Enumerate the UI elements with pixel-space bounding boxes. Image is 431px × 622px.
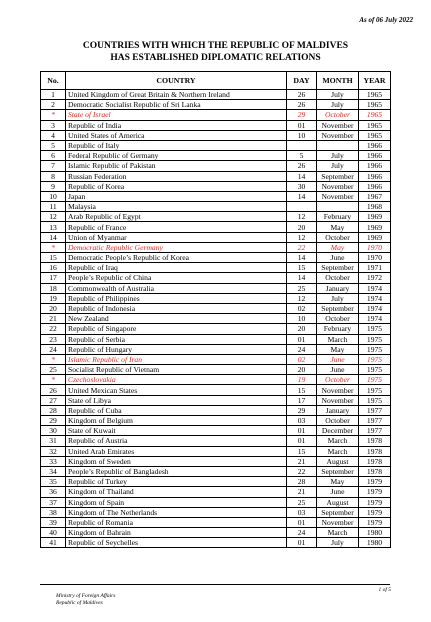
table-row [41,303,391,313]
cell-day: 10 [287,130,317,140]
cell-country: United States of America [66,130,287,140]
cell-year: 1966 [359,151,391,161]
table-row [41,171,391,181]
cell-month [317,202,359,212]
page-number: 1 of 5 [378,587,391,593]
cell-no: 17 [41,273,66,283]
cell-year: 1979 [359,497,391,507]
cell-country: Republic of Seychelles [66,538,287,548]
cell-day: 25 [287,497,317,507]
table-body [41,90,391,548]
cell-day: 26 [287,100,317,110]
cell-month: May [317,477,359,487]
cell-country: Japan [66,191,287,201]
cell-country: United Kingdom of Great Britain & Northern Ireland [66,90,287,100]
cell-year: 1966 [359,161,391,171]
cell-no: * [41,375,66,385]
cell-day: 01 [287,426,317,436]
cell-year: 1980 [359,528,391,538]
cell-month: July [317,293,359,303]
cell-year: 1972 [359,273,391,283]
table-row [41,528,391,538]
cell-no: 41 [41,538,66,548]
table-row [41,242,391,252]
cell-year: 1968 [359,202,391,212]
cell-month: October [317,375,359,385]
cell-no: 10 [41,191,66,201]
cell-year: 1975 [359,395,391,405]
table-row [41,191,391,201]
table-row [41,151,391,161]
cell-country: Commonwealth of Australia [66,283,287,293]
cell-country: Republic of Indonesia [66,303,287,313]
cell-day: 29 [287,110,317,120]
table-row [41,477,391,487]
relations-table [40,71,391,548]
cell-day: 15 [287,446,317,456]
cell-no: 18 [41,283,66,293]
cell-month: May [317,222,359,232]
table-row [41,466,391,476]
cell-no: 2 [41,100,66,110]
cell-year: 1967 [359,191,391,201]
table-row [41,517,391,527]
cell-no: 3 [41,120,66,130]
cell-month: March [317,334,359,344]
cell-month [317,140,359,150]
cell-day: 03 [287,507,317,517]
table-row [41,293,391,303]
cell-country: New Zealand [66,314,287,324]
cell-country: Kingdom of Bahrain [66,528,287,538]
table-row [41,426,391,436]
table-row [41,283,391,293]
cell-country: People’s Republic of Bangladesh [66,466,287,476]
cell-day: 22 [287,466,317,476]
cell-country: Russian Federation [66,171,287,181]
cell-country: Republic of Iraq [66,263,287,273]
cell-country: United Arab Emirates [66,446,287,456]
cell-month: October [317,416,359,426]
cell-year: 1969 [359,212,391,222]
table-row [41,253,391,263]
cell-no: 38 [41,507,66,517]
table-header-row [41,72,391,90]
cell-month: January [317,405,359,415]
cell-country: Kingdom of Sweden [66,456,287,466]
cell-no: 21 [41,314,66,324]
cell-year: 1974 [359,314,391,324]
cell-country: Kingdom of Thailand [66,487,287,497]
cell-no: 9 [41,181,66,191]
cell-year: 1966 [359,171,391,181]
cell-no: 29 [41,416,66,426]
table-row [41,385,391,395]
cell-month: October [317,273,359,283]
cell-year: 1978 [359,446,391,456]
cell-day: 20 [287,222,317,232]
cell-year: 1979 [359,487,391,497]
cell-no: 27 [41,395,66,405]
cell-country: Republic of Turkey [66,477,287,487]
table-row [41,222,391,232]
column-header-no: No. [41,72,66,90]
cell-year: 1979 [359,507,391,517]
cell-month: November [317,385,359,395]
cell-year: 1978 [359,456,391,466]
table-row [41,100,391,110]
cell-country: Democratic Republic Germany [66,242,287,252]
cell-year: 1969 [359,232,391,242]
cell-day: 02 [287,303,317,313]
cell-country: Kingdom of Belgium [66,416,287,426]
cell-month: October [317,314,359,324]
cell-day [287,140,317,150]
cell-month: July [317,538,359,548]
cell-year: 1966 [359,181,391,191]
cell-day: 24 [287,344,317,354]
cell-no: 4 [41,130,66,140]
cell-day: 12 [287,232,317,242]
cell-no: 15 [41,253,66,263]
cell-month: July [317,151,359,161]
table-row [41,120,391,130]
cell-country: Republic of Italy [66,140,287,150]
cell-month: February [317,324,359,334]
table-row [41,375,391,385]
cell-day: 02 [287,354,317,364]
as-of-date: As of 06 July 2022 [359,16,413,24]
cell-no: 31 [41,436,66,446]
table-row [41,181,391,191]
cell-month: July [317,100,359,110]
cell-country: Republic of India [66,120,287,130]
table-row [41,416,391,426]
cell-year: 1969 [359,222,391,232]
cell-no: 23 [41,334,66,344]
cell-country: Republic of Singapore [66,324,287,334]
cell-year: 1979 [359,517,391,527]
cell-no: 6 [41,151,66,161]
cell-day: 14 [287,273,317,283]
cell-month: June [317,365,359,375]
cell-country: Islamic Republic of Iran [66,354,287,364]
cell-year: 1975 [359,344,391,354]
column-header-day: DAY [287,72,317,90]
cell-month: November [317,120,359,130]
cell-year: 1966 [359,140,391,150]
cell-no: * [41,110,66,120]
cell-year: 1980 [359,538,391,548]
title-line-2: HAS ESTABLISHED DIPLOMATIC RELATIONS [110,53,321,63]
cell-day: 26 [287,161,317,171]
cell-no: 8 [41,171,66,181]
cell-day: 29 [287,405,317,415]
cell-country: Arab Republic of Egypt [66,212,287,222]
cell-country: Republic of Romania [66,517,287,527]
cell-day: 19 [287,375,317,385]
table-row [41,456,391,466]
column-header-year: YEAR [359,72,391,90]
cell-no: 24 [41,344,66,354]
cell-country: Socialist Republic of Vietnam [66,365,287,375]
cell-no: * [41,354,66,364]
cell-country: Islamic Republic of Pakistan [66,161,287,171]
cell-day: 21 [287,456,317,466]
cell-month: November [317,395,359,405]
cell-no: 22 [41,324,66,334]
cell-country: Republic of Hungary [66,344,287,354]
cell-month: December [317,426,359,436]
cell-no: 28 [41,405,66,415]
cell-no: 37 [41,497,66,507]
cell-day: 15 [287,385,317,395]
cell-day: 5 [287,151,317,161]
cell-country: Czechoslovakia [66,375,287,385]
cell-no: 26 [41,385,66,395]
cell-month: June [317,253,359,263]
cell-year: 1965 [359,90,391,100]
cell-no: 33 [41,456,66,466]
cell-country: State of Libya [66,395,287,405]
table-row [41,446,391,456]
cell-no: 11 [41,202,66,212]
cell-year: 1975 [359,385,391,395]
document-title [0,40,431,64]
cell-country: Republic of Serbia [66,334,287,344]
cell-month: May [317,242,359,252]
cell-year: 1975 [359,375,391,385]
cell-no: 5 [41,140,66,150]
title-line-1: COUNTRIES WITH WHICH THE REPUBLIC OF MALDIVES [82,41,349,51]
cell-day: 21 [287,487,317,497]
cell-month: March [317,446,359,456]
cell-day: 30 [287,181,317,191]
cell-month: September [317,303,359,313]
cell-year: 1965 [359,100,391,110]
cell-day [287,202,317,212]
cell-year: 1965 [359,120,391,130]
table-row [41,344,391,354]
cell-country: Republic of Philippines [66,293,287,303]
table-row [41,314,391,324]
cell-no: 19 [41,293,66,303]
cell-day: 17 [287,395,317,405]
table-row [41,405,391,415]
cell-year: 1978 [359,466,391,476]
ministry-footer [56,593,115,607]
cell-no: 25 [41,365,66,375]
ministry-name: Ministry of Foreign Affairs [56,593,116,599]
table-row [41,436,391,446]
cell-month: October [317,110,359,120]
cell-day: 15 [287,263,317,273]
table-row [41,354,391,364]
table-row [41,487,391,497]
cell-day: 14 [287,253,317,263]
cell-year: 1974 [359,283,391,293]
cell-year: 1977 [359,426,391,436]
cell-year: 1979 [359,477,391,487]
cell-country: United Mexican States [66,385,287,395]
cell-country: Republic of Austria [66,436,287,446]
cell-month: June [317,487,359,497]
cell-month: September [317,171,359,181]
ministry-country: Republic of Maldives [56,600,103,606]
cell-country: Democratic Socialist Republic of Sri Lanka [66,100,287,110]
cell-month: August [317,456,359,466]
cell-month: September [317,507,359,517]
cell-country: Kingdom of The Netherlands [66,507,287,517]
cell-day: 01 [287,436,317,446]
cell-month: August [317,497,359,507]
cell-year: 1977 [359,405,391,415]
cell-day: 22 [287,242,317,252]
cell-year: 1970 [359,242,391,252]
column-header-country: COUNTRY [66,72,287,90]
cell-month: September [317,263,359,273]
table-row [41,324,391,334]
cell-month: July [317,90,359,100]
cell-day: 20 [287,324,317,334]
cell-country: Republic of France [66,222,287,232]
cell-no: 34 [41,466,66,476]
cell-country: State of Israel [66,110,287,120]
cell-day: 01 [287,538,317,548]
cell-day: 01 [287,517,317,527]
cell-no: 40 [41,528,66,538]
table-row [41,395,391,405]
cell-month: November [317,517,359,527]
cell-month: February [317,212,359,222]
cell-year: 1971 [359,263,391,273]
cell-month: January [317,283,359,293]
cell-day: 20 [287,365,317,375]
cell-day: 14 [287,191,317,201]
table-row [41,507,391,517]
cell-day: 12 [287,212,317,222]
table-row [41,202,391,212]
cell-day: 26 [287,90,317,100]
table-row [41,273,391,283]
cell-month: October [317,232,359,242]
cell-country: Malaysia [66,202,287,212]
cell-day: 03 [287,416,317,426]
cell-day: 28 [287,477,317,487]
table-row [41,90,391,100]
cell-month: May [317,344,359,354]
cell-day: 01 [287,334,317,344]
cell-month: March [317,528,359,538]
table-row [41,140,391,150]
table-row [41,334,391,344]
cell-country: Republic of Korea [66,181,287,191]
table-row [41,212,391,222]
cell-year: 1965 [359,130,391,140]
cell-no: 1 [41,90,66,100]
cell-month: March [317,436,359,446]
cell-country: People’s Republic of China [66,273,287,283]
cell-country: State of Kuwait [66,426,287,436]
table-row [41,497,391,507]
cell-month: November [317,191,359,201]
cell-no: 13 [41,222,66,232]
cell-year: 1977 [359,416,391,426]
cell-day: 25 [287,283,317,293]
cell-month: September [317,466,359,476]
footer-divider [40,584,390,585]
table-row [41,538,391,548]
table-row [41,232,391,242]
cell-year: 1975 [359,334,391,344]
cell-day: 01 [287,120,317,130]
cell-year: 1978 [359,436,391,446]
cell-year: 1975 [359,324,391,334]
cell-no: 35 [41,477,66,487]
table-row [41,263,391,273]
cell-no: 39 [41,517,66,527]
cell-no: 7 [41,161,66,171]
cell-year: 1974 [359,293,391,303]
cell-country: Republic of Cuba [66,405,287,415]
cell-country: Federal Republic of Germany [66,151,287,161]
cell-no: 30 [41,426,66,436]
cell-day: 14 [287,171,317,181]
cell-no: 14 [41,232,66,242]
table-row [41,161,391,171]
cell-year: 1965 [359,110,391,120]
column-header-month: MONTH [317,72,359,90]
cell-day: 12 [287,293,317,303]
cell-country: Kingdom of Spain [66,497,287,507]
cell-month: July [317,161,359,171]
table-row [41,365,391,375]
cell-country: Democratic People’s Republic of Korea [66,253,287,263]
cell-no: 32 [41,446,66,456]
cell-day: 10 [287,314,317,324]
table-row [41,130,391,140]
cell-no: 20 [41,303,66,313]
cell-month: June [317,354,359,364]
cell-day: 24 [287,528,317,538]
cell-month: November [317,181,359,191]
table-row [41,110,391,120]
cell-year: 1975 [359,365,391,375]
cell-no: * [41,242,66,252]
cell-year: 1975 [359,354,391,364]
cell-year: 1974 [359,303,391,313]
cell-no: 16 [41,263,66,273]
cell-no: 12 [41,212,66,222]
cell-month: November [317,130,359,140]
cell-no: 36 [41,487,66,497]
cell-country: Union of Myanmar [66,232,287,242]
cell-year: 1970 [359,253,391,263]
